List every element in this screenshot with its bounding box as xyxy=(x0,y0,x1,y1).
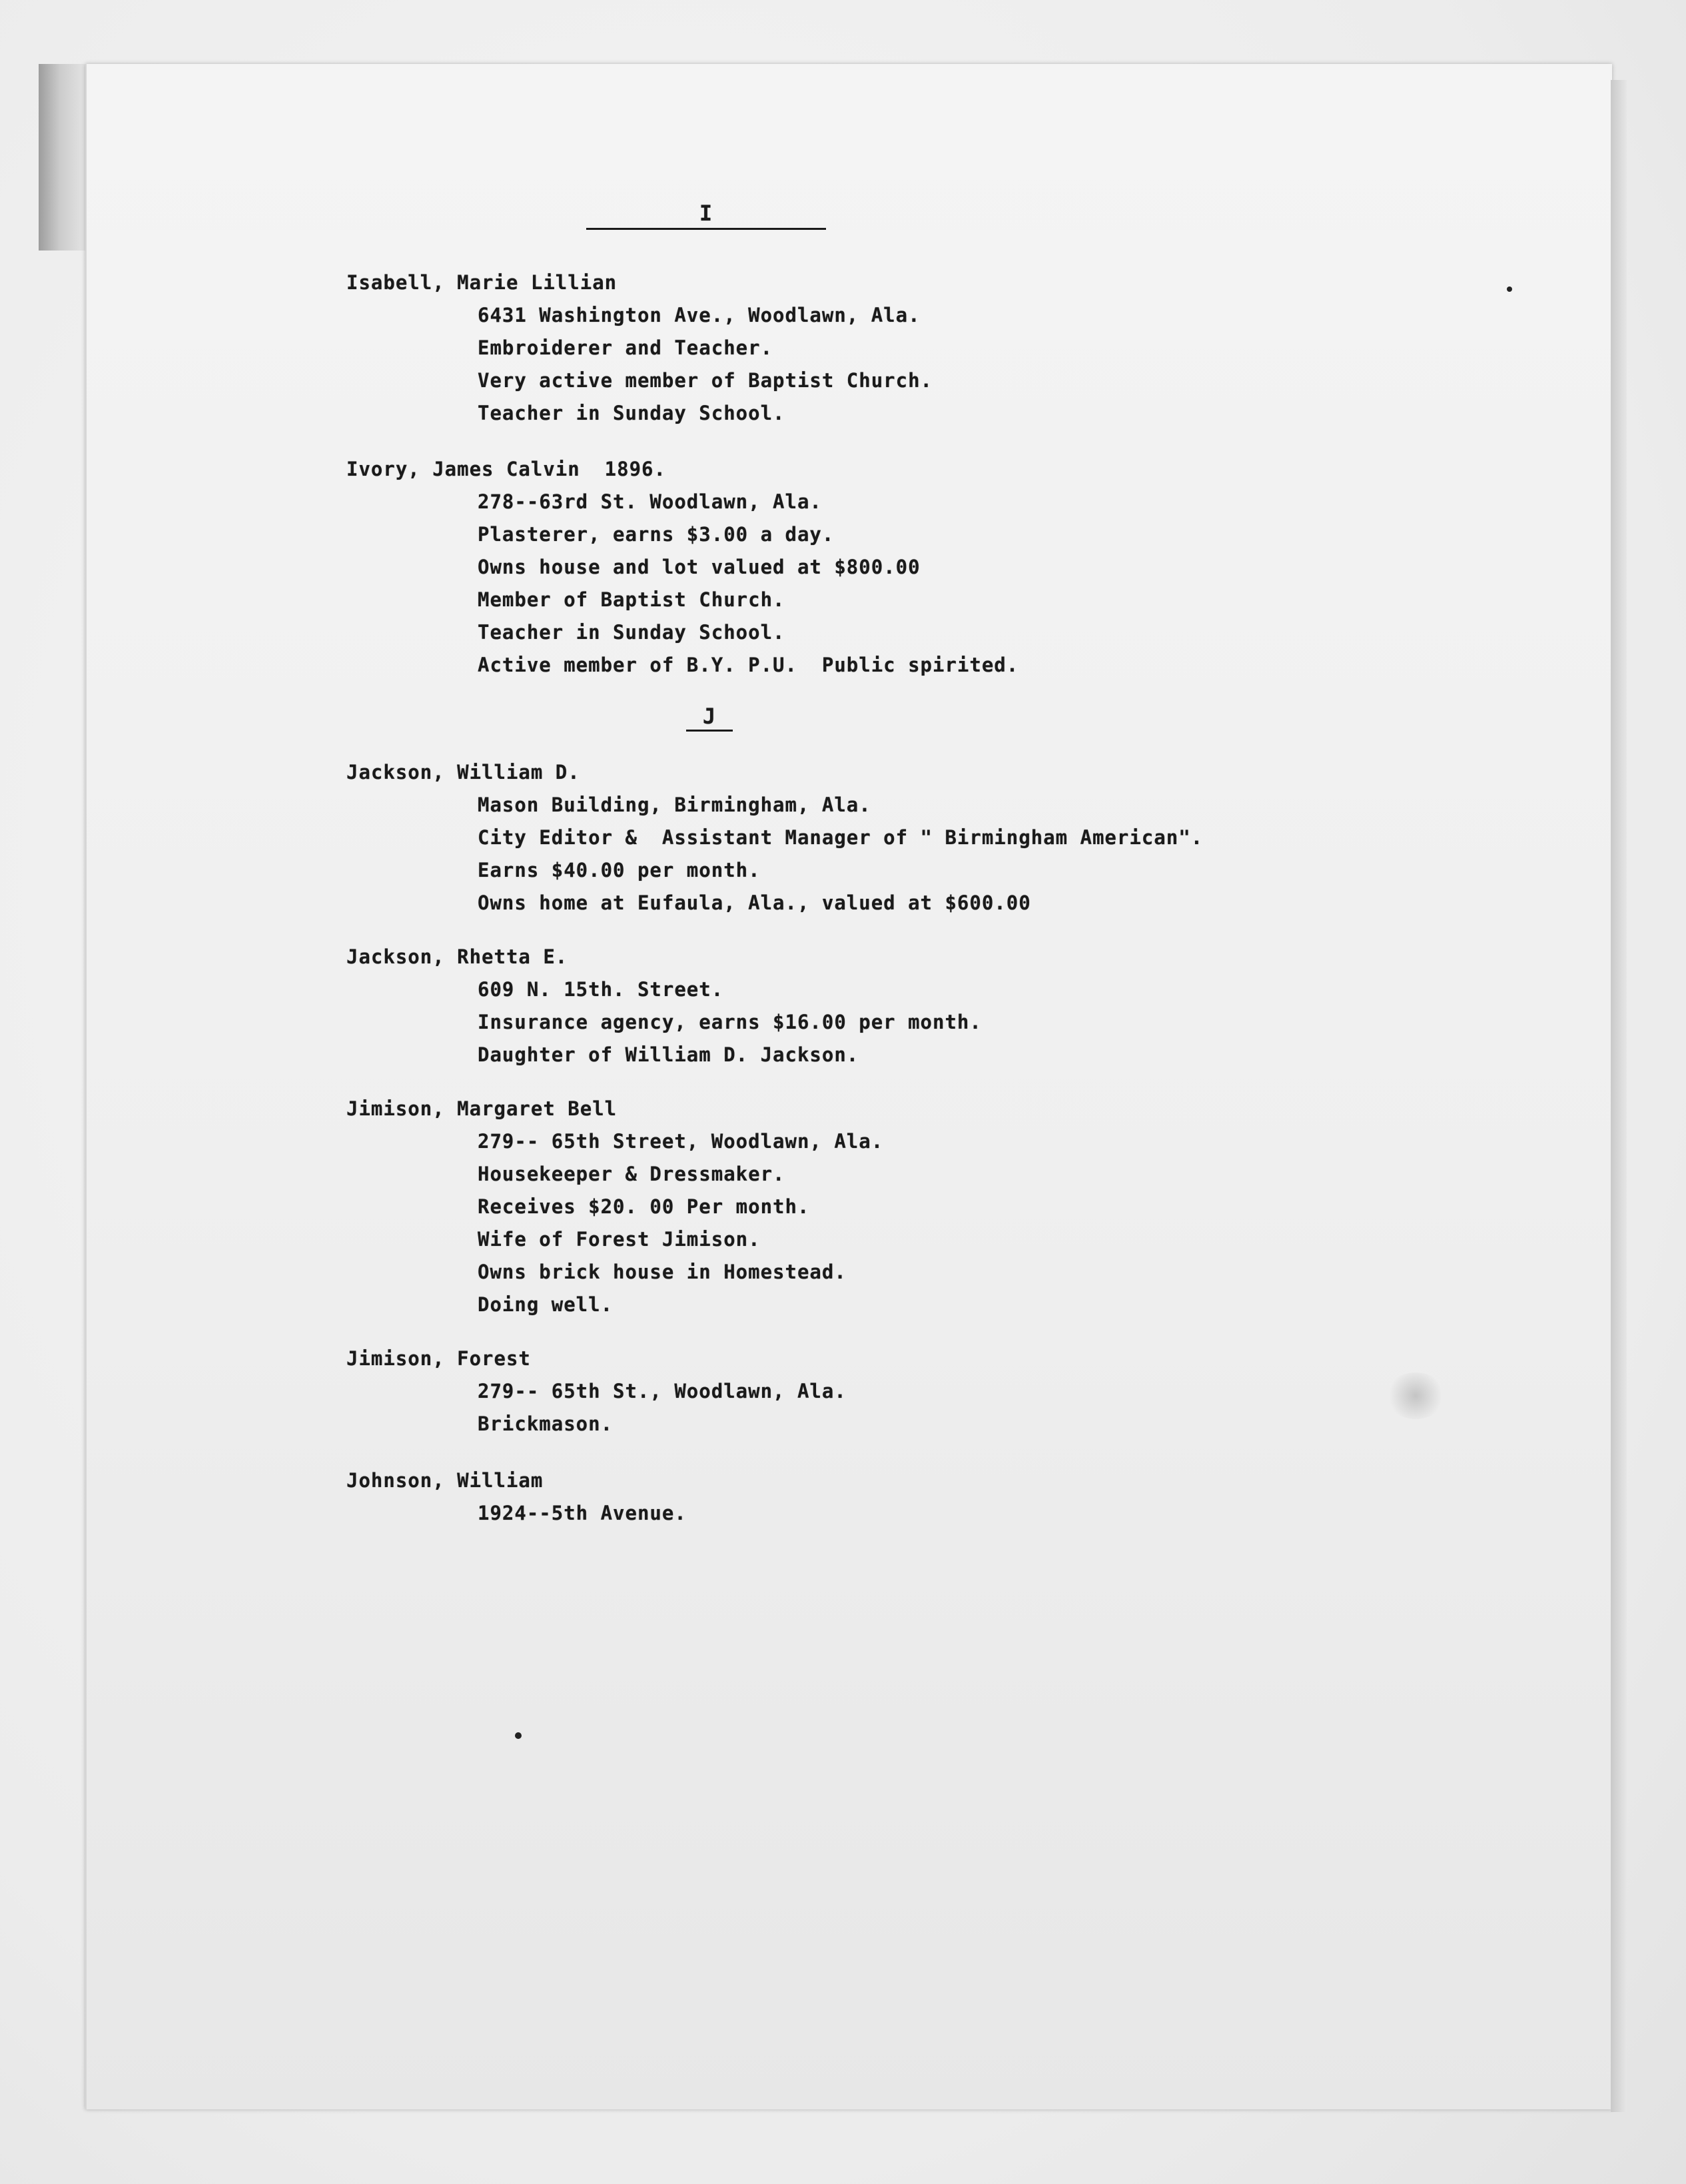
section-heading-j xyxy=(686,703,733,730)
entry-line: Daughter of William D. Jackson. xyxy=(478,1043,859,1066)
entry-line: Active member of B.Y. P.U. Public spirited. xyxy=(478,654,1019,676)
heading-underline xyxy=(686,730,733,732)
entry-name: Johnson, William xyxy=(346,1469,544,1492)
entry-line: Embroiderer and Teacher. xyxy=(478,336,773,359)
section-letter: J xyxy=(702,704,717,729)
entry-line: Brickmason. xyxy=(478,1412,614,1435)
entry-line: 6431 Washington Ave., Woodlawn, Ala. xyxy=(478,304,921,326)
entry-line: Mason Building, Birmingham, Ala. xyxy=(478,794,871,816)
entry-line: Insurance agency, earns $16.00 per month. xyxy=(478,1011,982,1033)
directory-entry xyxy=(346,1464,1545,1530)
directory-entry xyxy=(346,267,1545,430)
entry-line: 609 N. 15th. Street. xyxy=(478,978,724,1001)
entry-name: Jackson, William D. xyxy=(346,761,580,784)
entry-line: 278--63rd St. Woodlawn, Ala. xyxy=(478,490,822,513)
section-letter: I xyxy=(699,201,713,226)
entry-line: 279-- 65th Street, Woodlawn, Ala. xyxy=(478,1130,884,1153)
entry-line: Wife of Forest Jimison. xyxy=(478,1228,761,1251)
entry-line: Member of Baptist Church. xyxy=(478,588,785,611)
entry-name: Jimison, Forest xyxy=(346,1347,531,1370)
section-heading-i xyxy=(586,200,826,227)
entry-line: Doing well. xyxy=(478,1293,614,1316)
entry-line: Earns $40.00 per month. xyxy=(478,859,761,881)
entry-name: Isabell, Marie Lillian xyxy=(346,271,618,294)
entry-line: Owns home at Eufaula, Ala., valued at $600.00 xyxy=(478,891,1031,914)
entry-line: Receives $20. 00 Per month. xyxy=(478,1195,810,1218)
entry-line: Teacher in Sunday School. xyxy=(478,402,785,424)
directory-entry xyxy=(346,941,1545,1071)
entry-line: Owns house and lot valued at $800.00 xyxy=(478,556,921,578)
entry-line: City Editor & Assistant Manager of " Birmingham American". xyxy=(478,826,1204,849)
entry-line: Owns brick house in Homestead. xyxy=(478,1261,847,1283)
entry-name: Jackson, Rhetta E. xyxy=(346,945,568,968)
entry-line: Very active member of Baptist Church. xyxy=(478,369,933,392)
directory-entry xyxy=(346,756,1545,919)
heading-underline xyxy=(586,228,826,230)
directory-entry xyxy=(346,1343,1545,1440)
entry-line: Housekeeper & Dressmaker. xyxy=(478,1163,785,1185)
entry-line: Teacher in Sunday School. xyxy=(478,621,785,644)
entry-line: 279-- 65th St., Woodlawn, Ala. xyxy=(478,1380,847,1402)
entry-line: Plasterer, earns $3.00 a day. xyxy=(478,523,835,546)
directory-entry xyxy=(346,1093,1545,1321)
entry-line: 1924--5th Avenue. xyxy=(478,1502,687,1524)
directory-entry xyxy=(346,453,1545,682)
entry-name: Ivory, James Calvin 1896. xyxy=(346,458,666,480)
entry-name: Jimison, Margaret Bell xyxy=(346,1097,618,1120)
